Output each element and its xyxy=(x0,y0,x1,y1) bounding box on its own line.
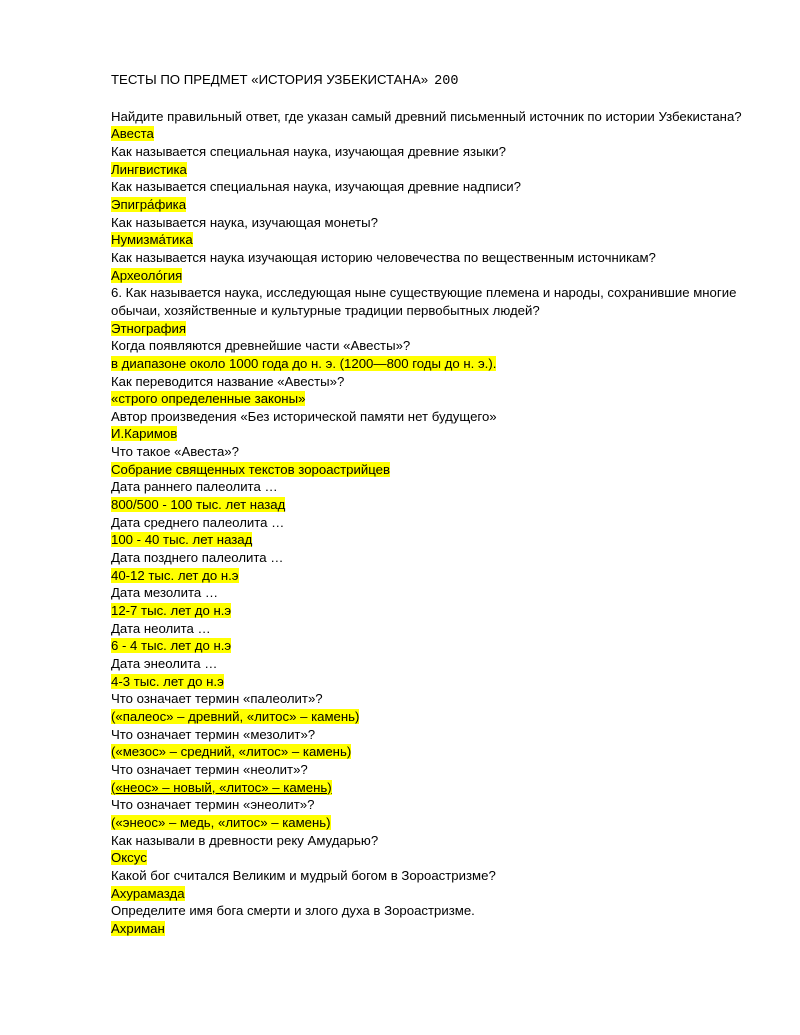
answer-highlight: («энеос» – медь, «литос» – камень) xyxy=(111,814,331,830)
answer-line xyxy=(111,231,751,249)
answer-line xyxy=(111,637,751,655)
answer-line xyxy=(111,461,751,479)
answer-highlight: Ахурамазда xyxy=(111,885,185,901)
question-text: Дата неолита … xyxy=(111,620,211,636)
answer-line xyxy=(111,708,751,726)
question-text: 6. Как называется наука, исследующая ныне существующие племена и народы, сохранившие многие обычаи, хозяйственные и культурные традиции первобытных людей? xyxy=(111,285,737,318)
question-text: Дата позднего палеолита … xyxy=(111,550,284,566)
answer-highlight: Этнография xyxy=(111,320,186,336)
title-text: ТЕСТЫ ПО ПРЕДМЕТ «ИСТОРИЯ УЗБЕКИСТАНА» xyxy=(111,72,429,87)
answer-highlight: Археоло́гия xyxy=(111,267,183,283)
answer-line xyxy=(111,602,751,620)
answer-highlight: 800/500 - 100 тыс. лет назад xyxy=(111,497,286,513)
answer-line xyxy=(111,531,751,549)
question-text: Как называется специальная наука, изучающая древние языки? xyxy=(111,143,507,159)
answer-line xyxy=(111,425,751,443)
answer-line xyxy=(111,567,751,585)
answer-line xyxy=(111,320,751,338)
question-text: Как называли в древности реку Амударью? xyxy=(111,832,379,848)
question-text: Определите имя бога смерти и злого духа в Зороастризме. xyxy=(111,903,475,919)
answer-highlight: Ахриман xyxy=(111,920,165,936)
answer-highlight: И.Каримов xyxy=(111,426,178,442)
answer-highlight: 100 - 40 тыс. лет назад xyxy=(111,532,253,548)
answer-line xyxy=(111,849,751,867)
answer-highlight: Эпигра́фика xyxy=(111,196,187,212)
answer-highlight: («неос» – новый, «литос» – камень) xyxy=(111,779,332,795)
question-text: Найдите правильный ответ, где указан самый древний письменный источник по истории Узбекистана? xyxy=(111,108,742,124)
answer-highlight: Нумизма́тика xyxy=(111,232,193,248)
answer-line xyxy=(111,779,751,797)
question-text: Что такое «Авеста»? xyxy=(111,444,239,460)
question-list xyxy=(111,108,751,938)
answer-highlight: Авеста xyxy=(111,126,154,142)
answer-line xyxy=(111,814,751,832)
answer-highlight: Собрание священных текстов зороастрийцев xyxy=(111,461,390,477)
question-text: Что означает термин «мезолит»? xyxy=(111,726,316,742)
question-text: Дата мезолита … xyxy=(111,585,219,601)
question-text: Что означает термин «энеолит»? xyxy=(111,797,315,813)
document-title xyxy=(111,71,751,91)
answer-highlight: 12-7 тыс. лет до н.э xyxy=(111,603,232,619)
question-text: Что означает термин «палеолит»? xyxy=(111,691,323,707)
question-text: Дата среднего палеолита … xyxy=(111,514,285,530)
question-text: Какой бог считался Великим и мудрый богом в Зороастризме? xyxy=(111,867,496,883)
answer-highlight: 6 - 4 тыс. лет до н.э xyxy=(111,638,232,654)
answer-line xyxy=(111,920,751,938)
answer-highlight: («мезос» – средний, «литос» – камень) xyxy=(111,744,352,760)
answer-line xyxy=(111,267,751,285)
question-text: Как называется специальная наука, изучающая древние надписи? xyxy=(111,179,521,195)
answer-line xyxy=(111,355,751,373)
answer-line xyxy=(111,196,751,214)
question-text: Автор произведения «Без исторической памяти нет будущего» xyxy=(111,408,497,424)
answer-line xyxy=(111,125,751,143)
question-text: Как переводится название «Авесты»? xyxy=(111,373,345,389)
answer-highlight: Оксус xyxy=(111,850,147,866)
title-number: 200 xyxy=(434,74,459,89)
answer-line xyxy=(111,390,751,408)
answer-line xyxy=(111,885,751,903)
answer-line xyxy=(111,161,751,179)
answer-highlight: в диапазоне около 1000 года до н. э. (1200—800 годы до н. э.). xyxy=(111,355,497,371)
answer-line xyxy=(111,743,751,761)
answer-highlight: Лингвистика xyxy=(111,161,187,177)
answer-line xyxy=(111,496,751,514)
question-text: Как называется наука, изучающая монеты? xyxy=(111,214,378,230)
answer-highlight: 4-3 тыс. лет до н.э xyxy=(111,673,224,689)
answer-highlight: «строго определенные законы» xyxy=(111,391,306,407)
answer-highlight: 40-12 тыс. лет до н.э xyxy=(111,567,239,583)
question-text: Что означает термин «неолит»? xyxy=(111,761,308,777)
document-page xyxy=(111,71,751,938)
question-text: Как называется наука изучающая историю человечества по вещественным источникам? xyxy=(111,249,656,265)
question-text: Когда появляются древнейшие части «Авесты»? xyxy=(111,338,411,354)
question-text: Дата раннего палеолита … xyxy=(111,479,278,495)
question-text: Дата энеолита … xyxy=(111,656,218,671)
answer-line xyxy=(111,673,751,691)
answer-highlight: («палеос» – древний, «литос» – камень) xyxy=(111,708,360,724)
